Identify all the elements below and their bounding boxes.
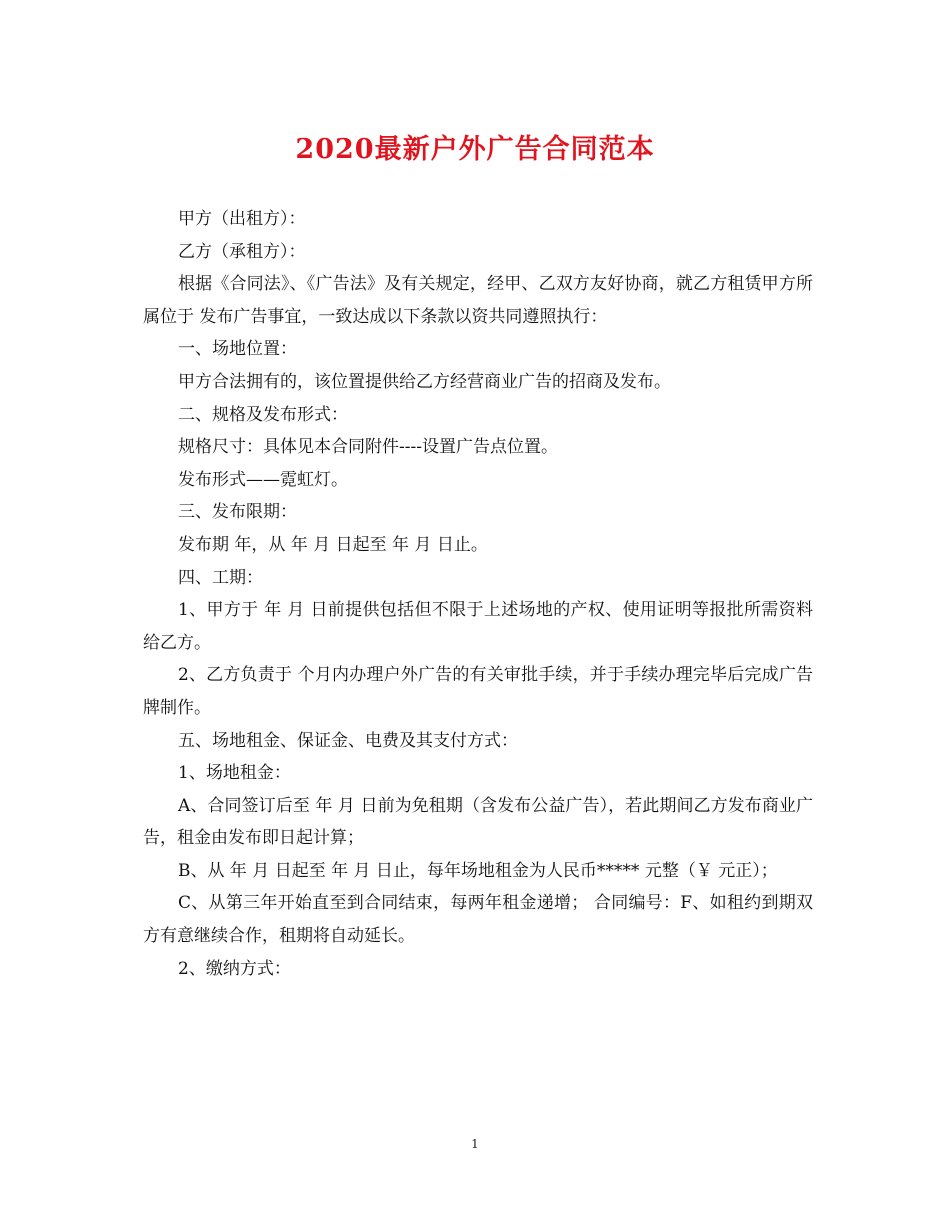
paragraph-preamble: 根据《合同法》、《广告法》及有关规定，经甲、乙双方友好协商，就乙方租赁甲方所属位于 发布广告事宜，一致达成以下条款以资共同遵照执行： <box>143 274 813 327</box>
section-heading-specs: 二、规格及发布形式： <box>178 404 348 425</box>
paragraph-rent-c: C、从第三年开始直至到合同结束，每两年租金递增； 合同编号：F、如租约到期双方有意继续合作，租期将自动延长。 <box>143 893 813 947</box>
paragraph-schedule-1: 1、甲方于 年 月 日前提供包括但不限于上述场地的产权、使用证明等报批所需资料给乙方。 <box>143 600 813 653</box>
subheading-payment: 2、缴纳方式： <box>178 958 291 979</box>
paragraph-schedule-2: 2、乙方负责于 个月内办理户外广告的有关审批手续，并于手续办理完毕后完成广告牌制作。 <box>143 665 813 718</box>
section-heading-location: 一、场地位置： <box>178 339 297 360</box>
section-heading-term: 三、发布限期： <box>178 502 297 523</box>
paragraph-rent-b: B、从 年 月 日起至 年 月 日止，每年场地租金为人民币***** 元整（￥ 元正）； <box>178 860 778 881</box>
paragraph-term: 发布期 年，从 年 月 日起至 年 月 日止。 <box>178 534 488 555</box>
paragraph-location: 甲方合法拥有的，该位置提供给乙方经营商业广告的招商及发布。 <box>178 371 671 392</box>
paragraph-rent-a: A、合同签订后至 年 月 日前为免租期（含发布公益广告），若此期间乙方发布商业广告，租金由发布即日起计算； <box>143 795 813 849</box>
section-heading-schedule: 四、工期： <box>178 567 263 588</box>
paragraph-specs-form: 发布形式——霓虹灯。 <box>178 469 348 490</box>
page-number: 1 <box>471 1137 479 1151</box>
paragraph-party-b: 乙方（承租方）： <box>178 241 306 262</box>
section-heading-rent: 五、场地租金、保证金、电费及其支付方式： <box>178 730 518 751</box>
subheading-rent: 1、场地租金： <box>178 763 291 784</box>
paragraph-party-a: 甲方（出租方）： <box>178 209 306 229</box>
paragraph-specs-size: 规格尺寸：具体见本合同附件----设置广告点位置。 <box>178 437 558 458</box>
document-title: 2020最新户外广告合同范本 <box>295 134 655 165</box>
document-body <box>143 203 813 985</box>
